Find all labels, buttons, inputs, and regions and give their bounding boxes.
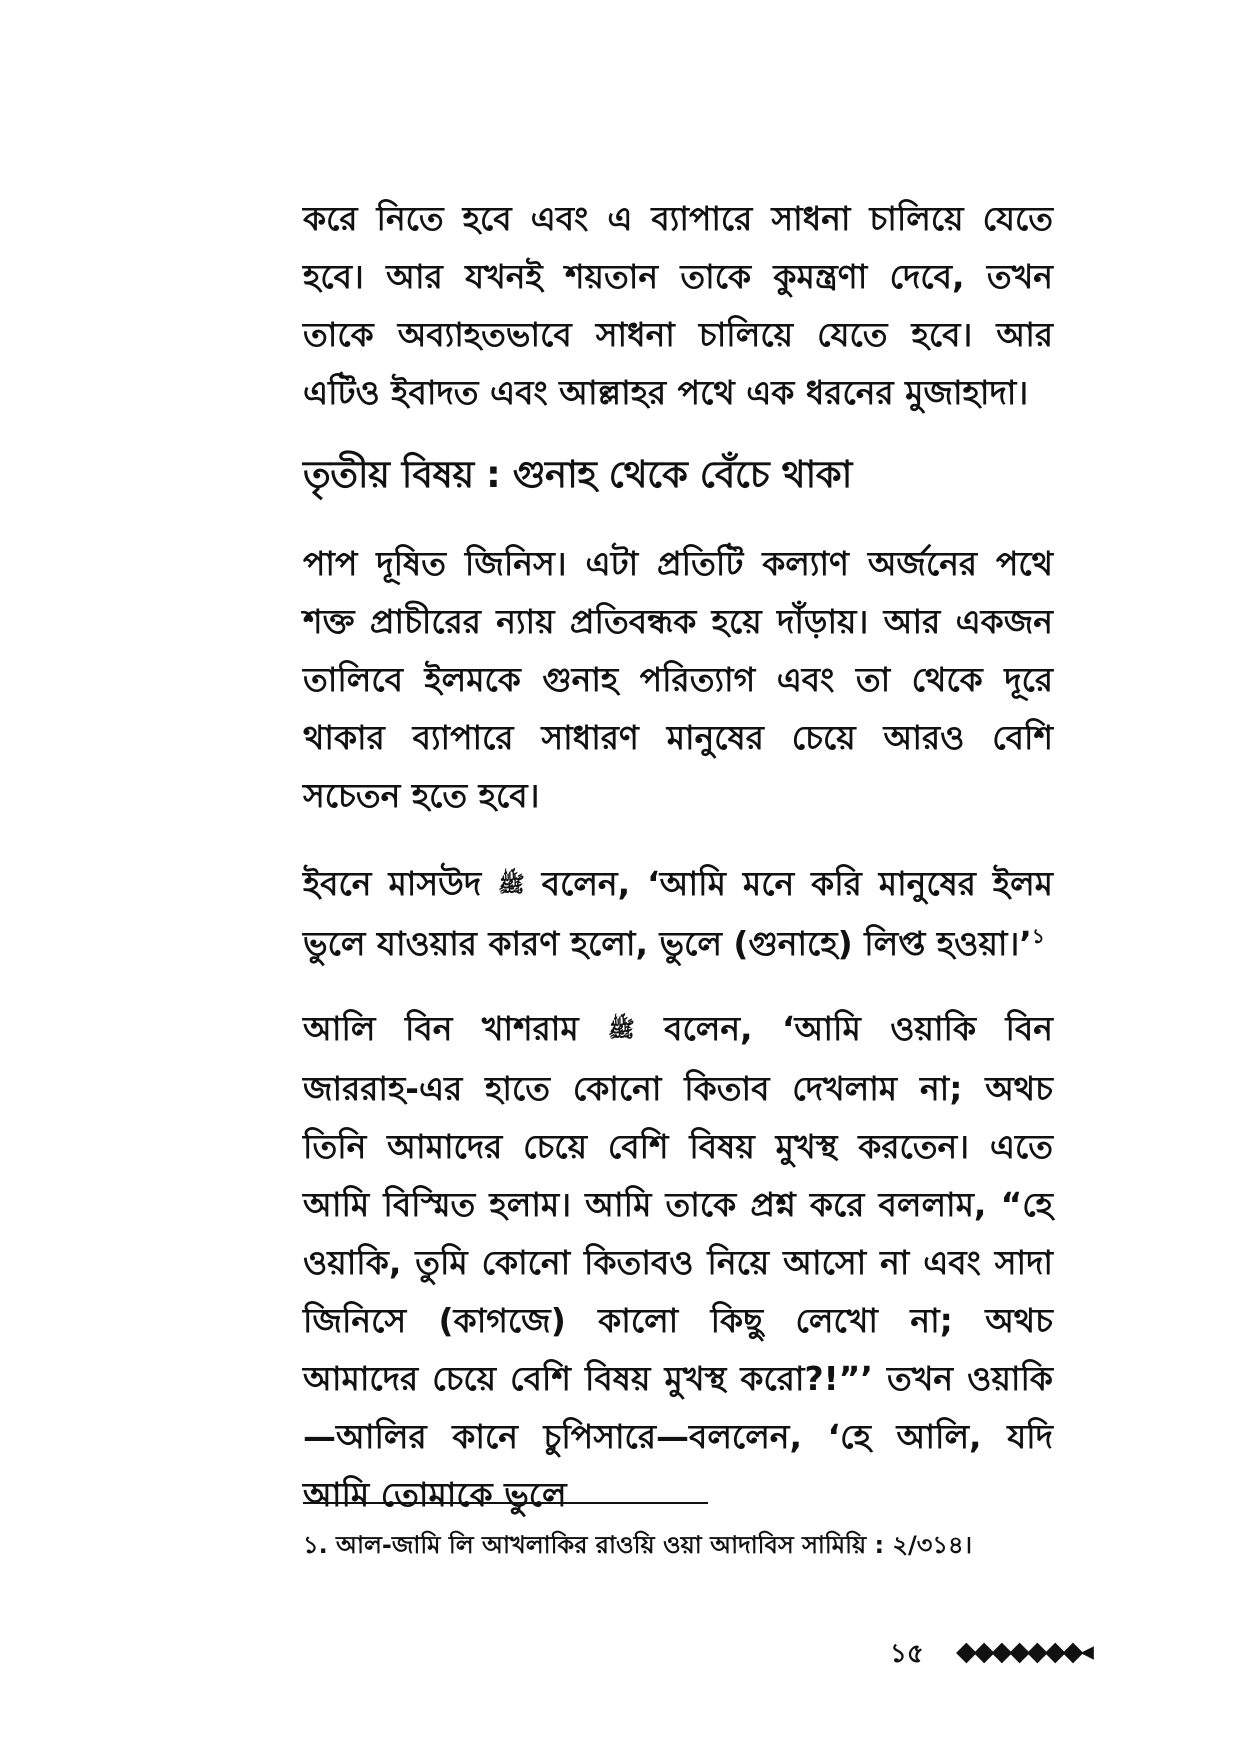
paragraph-sin: পাপ দূষিত জিনিস। এটা প্রতিটি কল্যাণ অর্জনের পথে শক্ত প্রাচীরের ন্যায় প্রতিবন্ধক হয়ে দাঁড়ায়। আর একজন তালিবে ইলমকে গুনাহ পরিত্যাগ এবং তা থেকে দূরে থাকার ব্যাপারে সাধারণ মানুষের চেয়ে আরও বেশি সচেতন হতে হবে।	[303, 544, 1053, 815]
quote-text: বলেন, ‘আমি ওয়াকি বিন জাররাহ-এর হাতে কোনো কিতাব দেখলাম না; অথচ তিনি আমাদের চেয়ে বেশি বিষয় মুখস্থ করতেন। এতে আমি বিস্মিত হলাম। আমি তাকে প্রশ্ন করে বললাম, “হে ওয়াকি, তুমি কোনো কিতাবও নিয়ে আসো না এবং সাদা জিনিসে (কাগজে) কালো কিছু লেখো না; অথচ আমাদের চেয়ে বেশি বিষয় মুখস্থ করো?!”’ তখন ওয়াকি—আলির কানে চুপিসারে—বললেন, ‘হে আলি, যদি আমি তোমাকে ভুলে	[303, 1009, 1053, 1514]
section-heading: তৃতীয় বিষয় : গুনাহ থেকে বেঁচে থাকা	[303, 453, 852, 496]
paragraph-ibn-masud	[303, 855, 1053, 973]
speaker-name: ইবনে মাসউদ	[303, 864, 482, 903]
footnote-divider	[303, 1502, 708, 1504]
honorific-glyph: ﷺ	[498, 872, 525, 898]
honorific-glyph: ﷺ	[608, 1017, 635, 1043]
diamond-ornament-icon: ◆◆◆◆◆◆◆◂	[956, 1636, 1091, 1667]
footnote-text: ১. আল-জামি লি আখলাকির রাওয়ি ওয়া আদাবিস সামিয়ি : ২/৩১৪।	[303, 1531, 973, 1559]
footnote-reference[interactable]: ১	[1031, 923, 1045, 948]
paragraph-ali-bin-khashram	[303, 1000, 1053, 1524]
quote-text: বলেন, ‘আমি মনে করি মানুষের ইলম ভুলে যাওয়ার কারণ হলো, ভুলে (গুনাহে) লিপ্ত হওয়া।’	[303, 864, 1053, 963]
page-number: ১৫	[890, 1639, 924, 1669]
paragraph-continuation: করে নিতে হবে এবং এ ব্যাপারে সাধনা চালিয়ে যেতে হবে। আর যখনই শয়তান তাকে কুমন্ত্রণা দেবে, তখন তাকে অব্যাহতভাবে সাধনা চালিয়ে যেতে হবে। আর এটিও ইবাদত এবং আল্লাহর পথে এক ধরনের মুজাহাদা।	[303, 199, 1053, 412]
speaker-name: আলি বিন খাশরাম	[303, 1009, 579, 1048]
